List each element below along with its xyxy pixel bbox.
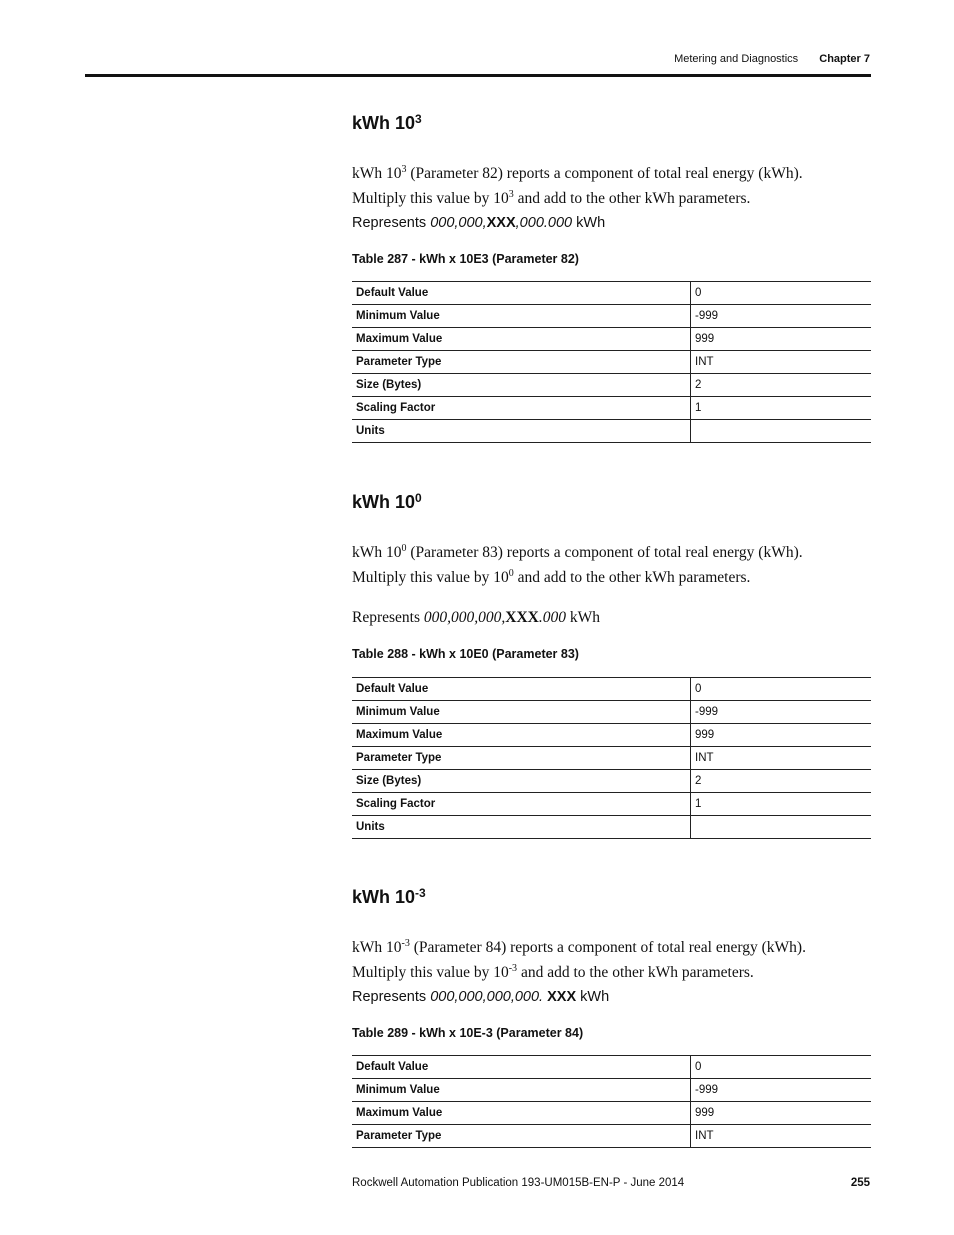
row-label: Minimum Value [352,701,691,724]
row-label: Units [352,420,691,443]
table-row [352,397,871,420]
header-section-title: Metering and Diagnostics [674,53,799,65]
row-label: Scaling Factor [352,793,691,816]
row-value: -999 [691,701,872,724]
table-row [352,678,871,701]
row-label: Minimum Value [352,305,691,328]
row-value: INT [691,747,872,770]
table-row [352,1102,871,1125]
table-row [352,351,871,374]
row-label: Parameter Type [352,747,691,770]
description-line-2: Multiply this value by $10^0$ and add to the other kWh parameters. [352,568,751,586]
table-row [352,282,871,305]
section-heading: kWh $10^0$ [352,491,422,512]
represents-line: Represents 000,000,000,XXX.000 kWh [352,609,600,626]
table-row [352,770,871,793]
section-heading: kWh $10^3$ [352,112,422,133]
parameter-table-82 [352,281,871,443]
row-value: 1 [691,793,872,816]
row-value: 1 [691,397,872,420]
row-value: 0 [691,678,872,701]
table-row [352,816,871,839]
table-row [352,747,871,770]
row-label: Default Value [352,678,691,701]
header-chapter: Chapter 7 [819,53,870,65]
table-row [352,1079,871,1102]
represents-line: Represents 000,000,XXX,000.000 kWh [352,215,606,231]
table-row [352,701,871,724]
description-line-1: kWh $10^{-3}$ (Parameter 84) reports a component of total real energy (kWh). [352,938,806,956]
description-line-1: kWh $10^0$ (Parameter 83) reports a component of total real energy (kWh). [352,543,803,561]
section-kwh-10e0 [352,490,871,514]
row-label: Units [352,816,691,839]
table-row [352,374,871,397]
description-line-2: Multiply this value by $10^3$ and add to the other kWh parameters. [352,189,751,207]
section-kwh-10e0-description [352,540,871,590]
table-caption-288: Table 288 - kWh x 10E0 (Parameter 83) [352,647,579,661]
parameter-table-83 [352,677,871,839]
table-row [352,1056,871,1079]
row-value: 0 [691,1056,872,1079]
row-label: Parameter Type [352,351,691,374]
row-label: Size (Bytes) [352,374,691,397]
row-value: 999 [691,328,872,351]
section-kwh-10e-3 [352,885,871,909]
running-header [674,53,870,65]
section-kwh-10e3 [352,111,871,135]
parameter-table-84 [352,1055,871,1148]
row-value: 2 [691,374,872,397]
row-value: INT [691,351,872,374]
table-row [352,420,871,443]
section-kwh-10e0-represents [352,605,871,630]
description-line-2: Multiply this value by $10^{-3}$ and add to the other kWh parameters. [352,963,754,981]
footer-publication: Rockwell Automation Publication 193-UM015B-EN-P - June 2014 [352,1177,685,1189]
row-label: Maximum Value [352,328,691,351]
row-value: INT [691,1125,872,1148]
row-value: -999 [691,305,872,328]
row-label: Size (Bytes) [352,770,691,793]
row-value: 0 [691,282,872,305]
row-label: Scaling Factor [352,397,691,420]
row-value [691,816,872,839]
section-kwh-10e3-description [352,161,871,236]
table-caption-289: Table 289 - kWh x 10E-3 (Parameter 84) [352,1026,584,1040]
row-value [691,420,872,443]
row-label: Default Value [352,282,691,305]
row-label: Maximum Value [352,1102,691,1125]
page-number: 255 [850,1177,870,1189]
description-line-1: kWh $10^3$ (Parameter 82) reports a component of total real energy (kWh). [352,164,803,182]
table-row [352,328,871,351]
row-label: Maximum Value [352,724,691,747]
row-value: 999 [691,724,872,747]
section-heading: kWh $10^{-3}$ [352,886,426,907]
row-label: Parameter Type [352,1125,691,1148]
table-row [352,1125,871,1148]
row-value: -999 [691,1079,872,1102]
header-rule [85,74,871,77]
row-value: 2 [691,770,872,793]
row-label: Default Value [352,1056,691,1079]
table-caption-287: Table 287 - kWh x 10E3 (Parameter 82) [352,252,579,266]
represents-line: Represents 000,000,000,000. XXX kWh [352,989,610,1005]
row-label: Minimum Value [352,1079,691,1102]
section-kwh-10e-3-description [352,935,871,1010]
table-row [352,724,871,747]
table-row [352,305,871,328]
table-row [352,793,871,816]
row-value: 999 [691,1102,872,1125]
